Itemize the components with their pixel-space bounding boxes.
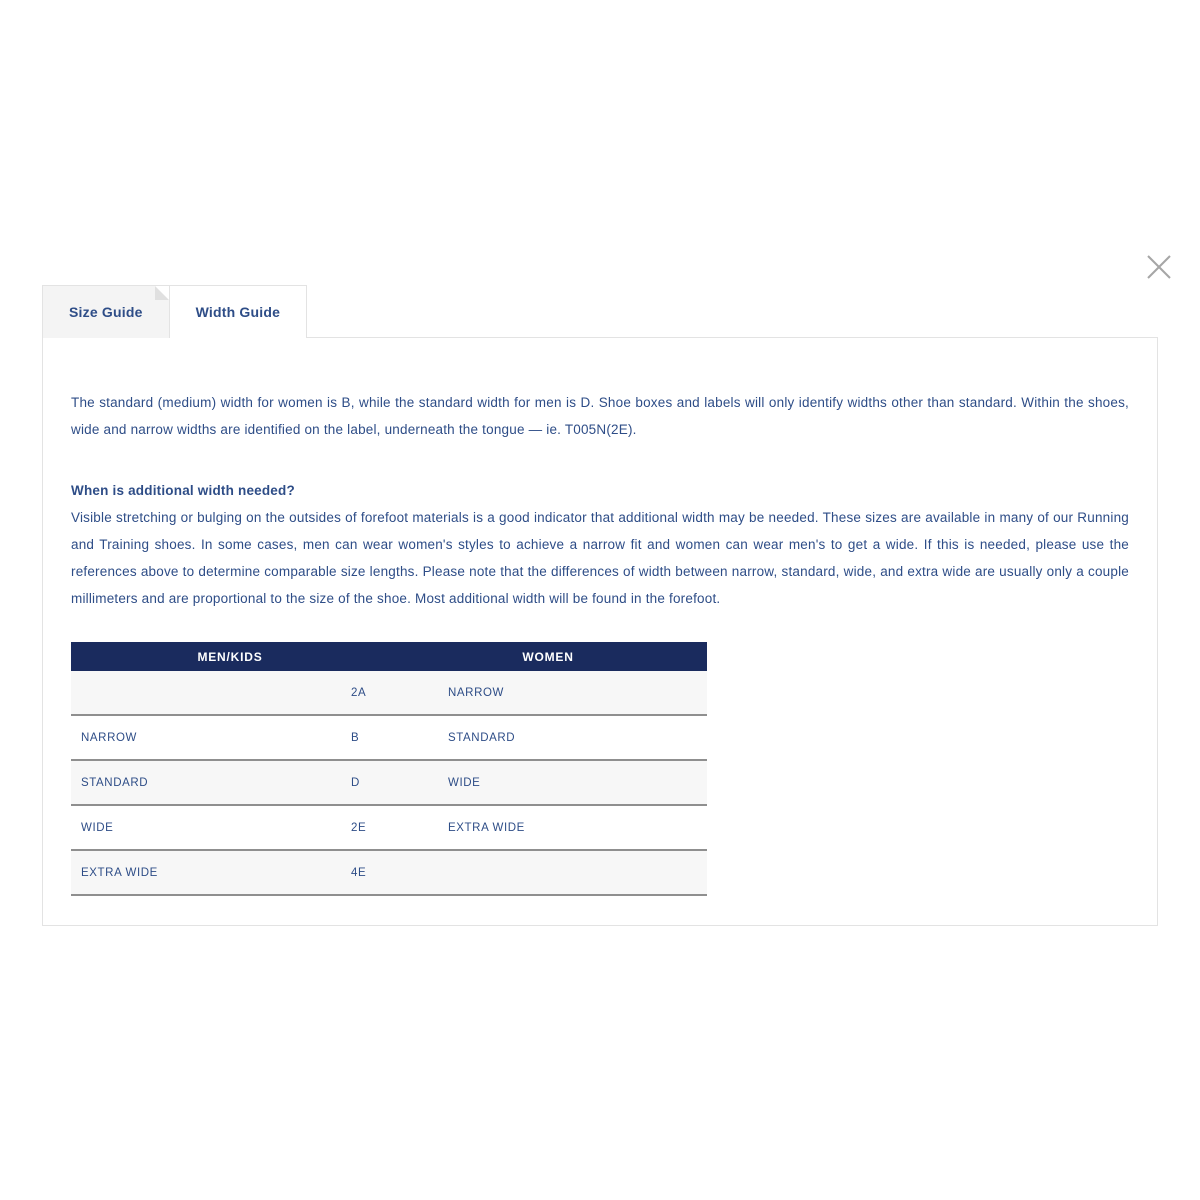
table-cell-size: B bbox=[351, 731, 360, 744]
section-heading: When is additional width needed? bbox=[71, 483, 295, 498]
table-cell-men: EXTRA WIDE bbox=[81, 866, 158, 879]
tab-size-guide[interactable] bbox=[42, 285, 169, 338]
table-cell-men: NARROW bbox=[81, 731, 137, 744]
table-row bbox=[71, 671, 707, 716]
table-row bbox=[71, 851, 707, 896]
table-row bbox=[71, 761, 707, 806]
width-table-header bbox=[71, 642, 707, 671]
tab-size-guide-label: Size Guide bbox=[69, 304, 143, 320]
close-icon bbox=[1144, 252, 1174, 287]
header-women: WOMEN bbox=[522, 649, 574, 664]
width-table bbox=[71, 642, 707, 896]
intro-paragraph: The standard (medium) width for women is B, while the standard width for men is D. Shoe boxes and labels will only identify widths other than standard. Within the shoes, wide and narrow widths are identified on the label, underneath the tongue — ie. T005N(2E). bbox=[71, 395, 1129, 437]
table-cell-size: 2A bbox=[351, 686, 367, 699]
table-cell-women: STANDARD bbox=[448, 731, 516, 744]
table-row bbox=[71, 716, 707, 761]
table-cell-women: WIDE bbox=[448, 776, 481, 789]
table-cell-men: WIDE bbox=[81, 821, 114, 834]
guide-tabs bbox=[42, 285, 307, 338]
table-cell-size: 4E bbox=[351, 866, 367, 879]
table-row bbox=[71, 806, 707, 851]
tab-width-guide-label: Width Guide bbox=[195, 304, 281, 320]
table-cell-size: 2E bbox=[351, 821, 367, 834]
table-cell-women: EXTRA WIDE bbox=[448, 821, 525, 834]
table-cell-size: D bbox=[351, 776, 360, 789]
width-table-body bbox=[71, 671, 707, 896]
close-button[interactable] bbox=[1142, 252, 1176, 286]
detail-paragraph: Visible stretching or bulging on the outsides of forefoot materials is a good indicator that additional width may be needed. These sizes are available in many of our Running and Training shoes. In some cases, men can wear women's styles to achieve a narrow fit and women can wear men's to get a wide. If this is needed, please use the references above to determine comparable size lengths. Please note that the differences of width between narrow, standard, wide, and extra wide are usually only a couple millimeters and are proportional to the size of the shoe. Most additional width will be found in the forefoot. bbox=[71, 510, 1129, 606]
table-cell-men: STANDARD bbox=[81, 776, 149, 789]
tab-width-guide[interactable] bbox=[169, 285, 308, 338]
table-cell-women: NARROW bbox=[448, 686, 504, 699]
header-men-kids: MEN/KIDS bbox=[197, 649, 263, 664]
width-guide-panel bbox=[42, 337, 1158, 926]
